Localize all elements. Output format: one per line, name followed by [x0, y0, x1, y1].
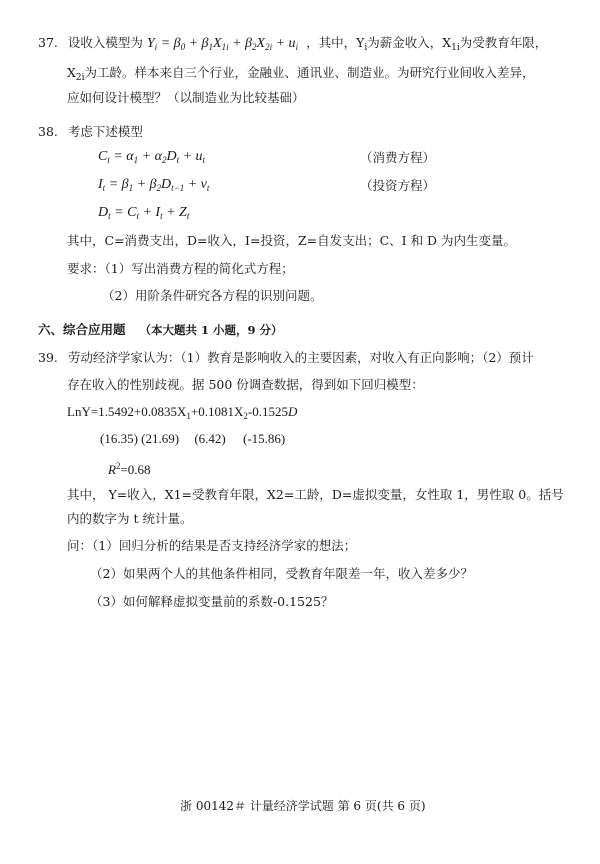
q37-desc1-end: 为受教育年限， [459, 35, 548, 50]
q39-tstat: (-15.86) [243, 431, 286, 446]
section6-heading-line [38, 322, 283, 338]
q38-eq2-label: （投资方程） [360, 178, 436, 193]
q38-requirement-2: （2）用阶条件研究各方程的识别问题。 [102, 288, 323, 303]
q37-x1i-sub: 1i [451, 43, 460, 53]
q37-x2i-sub: 2i [75, 73, 85, 83]
q37-model-tail: ，其中，Y [306, 35, 365, 50]
q39-regression-equation: $LnY=1.5492+0.0835X_1+0.1081X_2-0.1525D$ [67, 404, 298, 421]
q38-eq1: $C_t = \alpha_1 + \alpha_2D_t + u_t$ [98, 149, 206, 165]
q37-intro: 设收入模型为 [67, 35, 143, 50]
q39-tstat: (21.69) [141, 431, 180, 446]
q39-explain-1: 其中， Y=收入，X1=受教育年限，X2=工龄，D=虚拟变量，女性取 1，男性取 0。括号 [67, 487, 564, 502]
q38-eq2: $I_t = \beta_1 + \beta_2D_{t-1} + v_t$ [98, 177, 210, 193]
section6-note: （本大题共 1 小题，9 分） [139, 323, 283, 337]
q38-title-line [38, 124, 143, 140]
q39-tstat: (16.35) [100, 431, 138, 446]
q37-line2-text: 为工龄。样本来自三个行业，金融业、通讯业、制造业。为研究行业间收入差异， [84, 65, 535, 80]
q39-r2-value: =0.68 [120, 462, 151, 477]
q39-question-3: （3）如何解释虚拟变量前的系数-0.1525？ [90, 594, 334, 609]
q38-number: 38. [38, 124, 58, 139]
q38-eq1-label: （消费方程） [360, 150, 436, 165]
q39-r-squared: $R^2=0.68$ [108, 461, 151, 477]
q39-number: 39. [38, 350, 58, 365]
q37-line2 [67, 65, 535, 86]
q39-tstat: (6.42) [194, 431, 226, 446]
q39-question-1: 问：（1）回归分析的结果是否支持经济学家的想法； [67, 538, 357, 553]
q39-question-2: （2）如果两个人的其他条件相同，受教育年限差一年，收入差多少？ [90, 566, 473, 581]
q39-line1-text: 劳动经济学家认为：（1）教育是影响收入的主要因素，对收入有正向影响；（2）预计 [67, 350, 534, 365]
section6-heading: 六、综合应用题 [38, 322, 126, 337]
q37-desc1: 为薪金收入，X [367, 35, 452, 50]
q38-title: 考虑下述模型 [67, 124, 143, 139]
q39-line2: 存在收入的性别歧视。据 500 份调查数据，得到如下回归模型： [67, 377, 424, 392]
q38-requirement-1: 要求：（1）写出消费方程的简化式方程； [67, 261, 294, 276]
q38-eq3: $D_t = C_t + I_t + Z_t$ [98, 205, 190, 221]
q38-explain: 其中，C=消费支出，D=收入，I=投资，Z=自发支出；C、I 和 D 为内生变量。 [67, 233, 517, 248]
q39-line1 [38, 350, 534, 366]
q37-model-formula: $Y_i = \beta_0 + \beta_1X_{1i} + \beta_2X_{2i} + u_i$ [146, 36, 299, 52]
page-footer: 浙 00142＃ 计量经济学试题 第 6 页(共 6 页) [180, 799, 426, 813]
q39-tstats [100, 431, 285, 447]
q39-explain-2: 内的数字为 t 统计量。 [67, 511, 193, 526]
q37-x2-letter: X [67, 65, 76, 80]
q37-yi-sub: i [364, 43, 368, 53]
q37-line1 [38, 35, 547, 56]
q37-line3: 应如何设计模型？（以制造业为比较基础） [67, 90, 305, 105]
q37-number: 37. [38, 35, 58, 50]
